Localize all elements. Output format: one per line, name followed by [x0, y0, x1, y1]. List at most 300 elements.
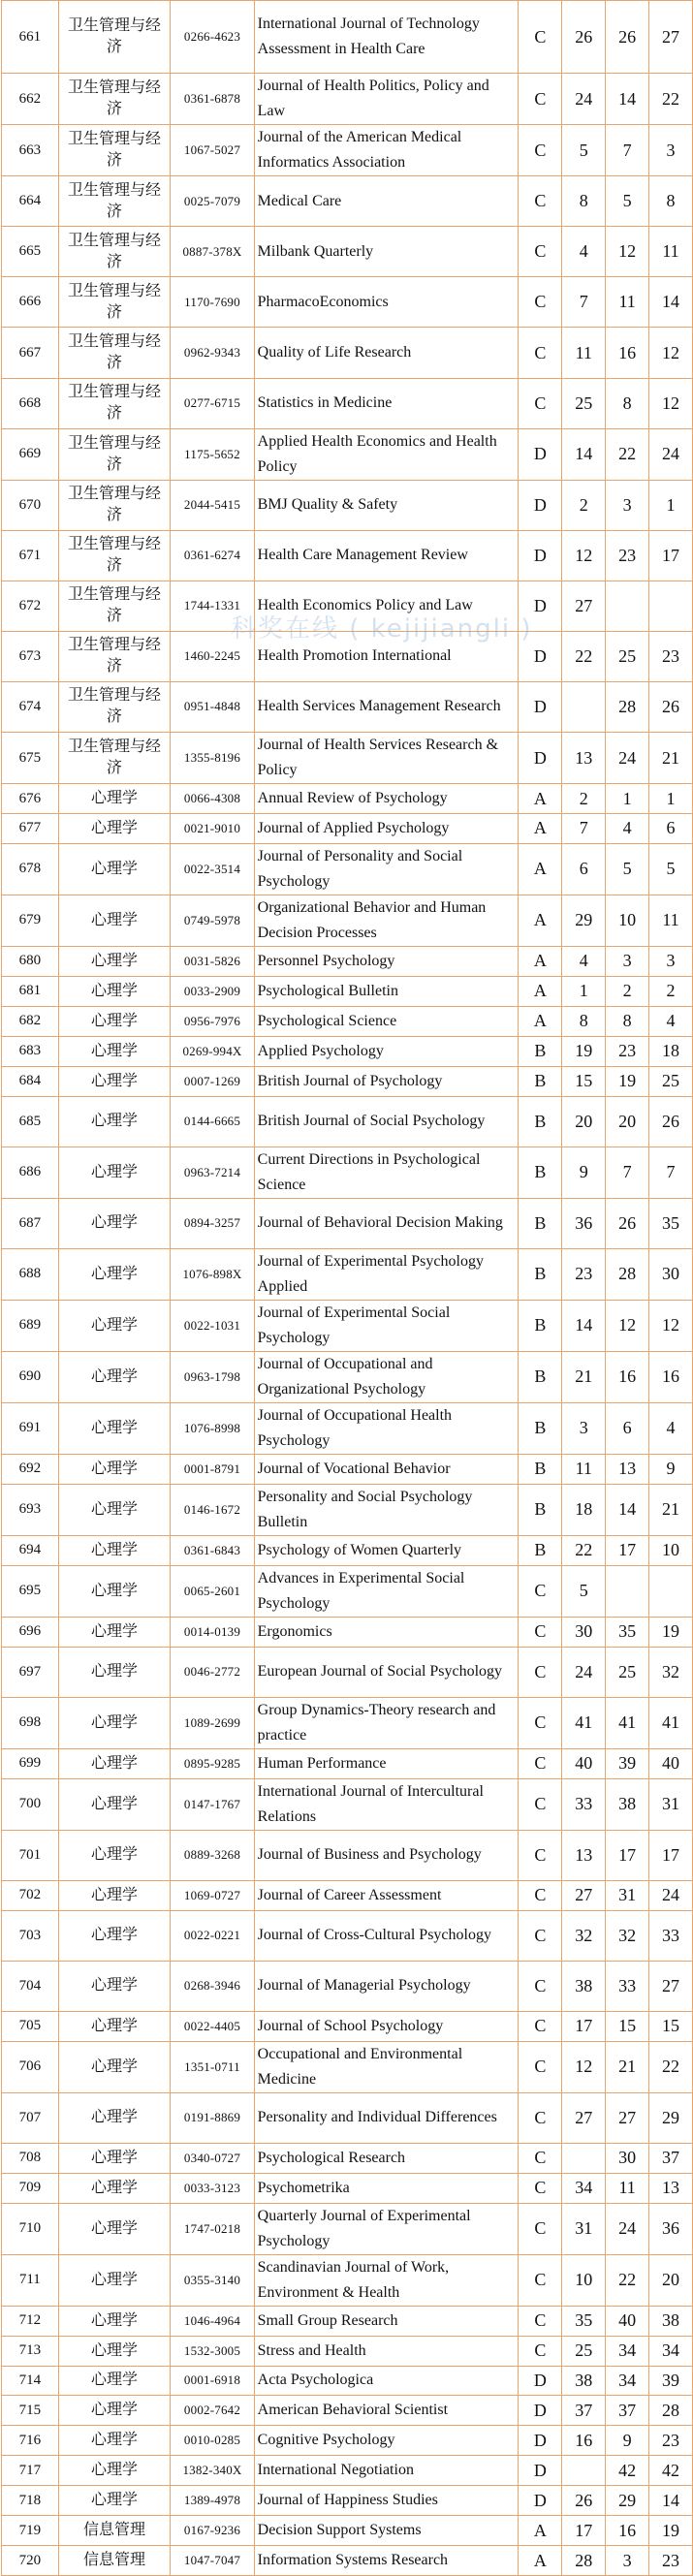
- table-row: [2, 1535, 693, 1565]
- rank-3: 38: [649, 2306, 693, 2336]
- rank-1: 4: [562, 946, 606, 976]
- table-row: [2, 784, 693, 814]
- rank-3: 1: [649, 784, 693, 814]
- grade: D: [519, 581, 562, 631]
- journal-title: Psychological Science: [254, 1006, 519, 1036]
- issn: 1170-7690: [171, 277, 254, 328]
- journal-title: British Journal of Social Psychology: [254, 1096, 519, 1147]
- rank-3: 35: [649, 1198, 693, 1248]
- journal-title: Quarterly Journal of Experimental Psychology: [254, 2203, 519, 2254]
- issn: 0340-0727: [171, 2143, 254, 2173]
- rank-2: 17: [606, 1535, 649, 1565]
- rank-1: 5: [562, 125, 606, 176]
- issn: 1175-5652: [171, 428, 254, 480]
- grade: C: [519, 2143, 562, 2173]
- row-number: 718: [2, 2486, 59, 2516]
- journal-title: Health Care Management Review: [254, 530, 519, 581]
- table-row: [2, 2306, 693, 2336]
- grade: D: [519, 733, 562, 784]
- row-number: 686: [2, 1147, 59, 1198]
- category: 心理学: [58, 2143, 171, 2173]
- rank-1: 5: [562, 1565, 606, 1617]
- grade: C: [519, 1, 562, 74]
- issn: 0889-3268: [171, 1830, 254, 1880]
- row-number: 692: [2, 1454, 59, 1484]
- grade: C: [519, 1830, 562, 1880]
- rank-2: 33: [606, 1961, 649, 2011]
- journal-title: Health Services Management Research: [254, 681, 519, 732]
- grade: C: [519, 1880, 562, 1910]
- rank-3: 8: [649, 176, 693, 227]
- rank-2: 6: [606, 1402, 649, 1454]
- rank-3: 24: [649, 428, 693, 480]
- category: 心理学: [58, 2456, 171, 2486]
- grade: C: [519, 2041, 562, 2092]
- journal-title: Decision Support Systems: [254, 2516, 519, 2546]
- rank-1: 17: [562, 2011, 606, 2041]
- category: 心理学: [58, 1351, 171, 1402]
- issn: 0887-378X: [171, 227, 254, 277]
- row-number: 697: [2, 1647, 59, 1697]
- rank-3: 33: [649, 1910, 693, 1961]
- table-row: [2, 895, 693, 946]
- table-row: [2, 428, 693, 480]
- category: 卫生管理与经济: [58, 530, 171, 581]
- rank-3: 14: [649, 2486, 693, 2516]
- grade: A: [519, 2546, 562, 2576]
- rank-3: 7: [649, 1147, 693, 1198]
- issn: 0191-8869: [171, 2092, 254, 2143]
- rank-3: 32: [649, 1647, 693, 1697]
- row-number: 710: [2, 2203, 59, 2254]
- rank-2: 39: [606, 1748, 649, 1778]
- row-number: 677: [2, 813, 59, 843]
- rank-2: 25: [606, 631, 649, 681]
- table-row: [2, 2092, 693, 2143]
- journal-title: Quality of Life Research: [254, 328, 519, 378]
- journal-title: Journal of the American Medical Informatics Association: [254, 125, 519, 176]
- issn: 1089-2699: [171, 1697, 254, 1748]
- journal-title: Milbank Quarterly: [254, 227, 519, 277]
- grade: A: [519, 843, 562, 895]
- category: 心理学: [58, 813, 171, 843]
- rank-3: 4: [649, 1402, 693, 1454]
- grade: C: [519, 1617, 562, 1647]
- rank-1: 11: [562, 328, 606, 378]
- issn: 1532-3005: [171, 2336, 254, 2366]
- grade: D: [519, 681, 562, 732]
- table-row: [2, 1351, 693, 1402]
- rank-1: 37: [562, 2396, 606, 2426]
- row-number: 688: [2, 1248, 59, 1300]
- row-number: 702: [2, 1880, 59, 1910]
- rank-1: 16: [562, 2426, 606, 2456]
- grade: B: [519, 1300, 562, 1351]
- grade: A: [519, 895, 562, 946]
- table-row: [2, 328, 693, 378]
- issn: 1460-2245: [171, 631, 254, 681]
- grade: B: [519, 1198, 562, 1248]
- category: 卫生管理与经济: [58, 176, 171, 227]
- grade: A: [519, 2516, 562, 2546]
- rank-3: 12: [649, 1300, 693, 1351]
- row-number: 664: [2, 176, 59, 227]
- rank-1: 34: [562, 2173, 606, 2203]
- rank-3: 16: [649, 1351, 693, 1402]
- category: 心理学: [58, 2041, 171, 2092]
- issn: 1046-4964: [171, 2306, 254, 2336]
- issn: 0031-5826: [171, 946, 254, 976]
- rank-3: 27: [649, 1, 693, 74]
- row-number: 671: [2, 530, 59, 581]
- issn: 0007-1269: [171, 1066, 254, 1096]
- grade: C: [519, 2254, 562, 2306]
- rank-3: 9: [649, 1454, 693, 1484]
- table-row: [2, 378, 693, 428]
- rank-1: 41: [562, 1697, 606, 1748]
- grade: D: [519, 631, 562, 681]
- table-row: [2, 1198, 693, 1248]
- grade: C: [519, 1697, 562, 1748]
- grade: C: [519, 1910, 562, 1961]
- rank-2: 31: [606, 1880, 649, 1910]
- rank-1: 19: [562, 1036, 606, 1066]
- table-row: [2, 976, 693, 1006]
- grade: C: [519, 74, 562, 125]
- grade: C: [519, 328, 562, 378]
- issn: 0749-5978: [171, 895, 254, 946]
- grade: C: [519, 2203, 562, 2254]
- issn: 0895-9285: [171, 1748, 254, 1778]
- table-row: [2, 1697, 693, 1748]
- rank-2: 11: [606, 2173, 649, 2203]
- rank-1: 31: [562, 2203, 606, 2254]
- issn: 0002-7642: [171, 2396, 254, 2426]
- category: 心理学: [58, 1535, 171, 1565]
- grade: D: [519, 530, 562, 581]
- category: 心理学: [58, 1036, 171, 1066]
- issn: 0001-8791: [171, 1454, 254, 1484]
- rank-1: 25: [562, 378, 606, 428]
- table-row: [2, 125, 693, 176]
- journal-title: Psychology of Women Quarterly: [254, 1535, 519, 1565]
- journal-title: Psychological Research: [254, 2143, 519, 2173]
- table-row: [2, 1484, 693, 1535]
- rank-3: 19: [649, 1617, 693, 1647]
- rank-3: 23: [649, 631, 693, 681]
- table-row: [2, 480, 693, 530]
- grade: B: [519, 1535, 562, 1565]
- issn: 0021-9010: [171, 813, 254, 843]
- rank-1: 12: [562, 530, 606, 581]
- journal-title: Annual Review of Psychology: [254, 784, 519, 814]
- grade: D: [519, 2366, 562, 2396]
- rank-1: 35: [562, 2306, 606, 2336]
- issn: 0010-0285: [171, 2426, 254, 2456]
- rank-2: [606, 1565, 649, 1617]
- rank-2: 26: [606, 1, 649, 74]
- issn: 0022-1031: [171, 1300, 254, 1351]
- journal-title: Statistics in Medicine: [254, 378, 519, 428]
- table-row: [2, 2396, 693, 2426]
- journal-title: Advances in Experimental Social Psychology: [254, 1565, 519, 1617]
- rank-2: 42: [606, 2456, 649, 2486]
- rank-2: 9: [606, 2426, 649, 2456]
- table-row: [2, 681, 693, 732]
- rank-1: [562, 681, 606, 732]
- row-number: 698: [2, 1697, 59, 1748]
- row-number: 699: [2, 1748, 59, 1778]
- rank-1: 8: [562, 176, 606, 227]
- table-row: [2, 1778, 693, 1830]
- row-number: 669: [2, 428, 59, 480]
- journal-title: European Journal of Social Psychology: [254, 1647, 519, 1697]
- rank-3: 39: [649, 2366, 693, 2396]
- table-row: [2, 1248, 693, 1300]
- rank-3: [649, 1565, 693, 1617]
- rank-2: 11: [606, 277, 649, 328]
- grade: B: [519, 1066, 562, 1096]
- table-row: [2, 1565, 693, 1617]
- issn: 0147-1767: [171, 1778, 254, 1830]
- rank-2: 32: [606, 1910, 649, 1961]
- rank-1: 24: [562, 1647, 606, 1697]
- issn: 1069-0727: [171, 1880, 254, 1910]
- rank-1: 4: [562, 227, 606, 277]
- rank-3: 28: [649, 2396, 693, 2426]
- rank-3: 23: [649, 2546, 693, 2576]
- issn: 1747-0218: [171, 2203, 254, 2254]
- journal-title: Journal of Behavioral Decision Making: [254, 1198, 519, 1248]
- rank-2: 25: [606, 1647, 649, 1697]
- journal-title: Occupational and Environmental Medicine: [254, 2041, 519, 2092]
- grade: C: [519, 277, 562, 328]
- issn: 0022-0221: [171, 1910, 254, 1961]
- rank-3: 26: [649, 1096, 693, 1147]
- rank-2: 2: [606, 976, 649, 1006]
- journal-title: Small Group Research: [254, 2306, 519, 2336]
- journal-title: Information Systems Research: [254, 2546, 519, 2576]
- journal-title: Stress and Health: [254, 2336, 519, 2366]
- journal-title: Journal of Happiness Studies: [254, 2486, 519, 2516]
- grade: A: [519, 1006, 562, 1036]
- category: 卫生管理与经济: [58, 277, 171, 328]
- rank-1: 3: [562, 1402, 606, 1454]
- rank-1: 12: [562, 2041, 606, 2092]
- rank-1: 25: [562, 2336, 606, 2366]
- grade: D: [519, 2486, 562, 2516]
- rank-2: 3: [606, 480, 649, 530]
- rank-2: 5: [606, 843, 649, 895]
- journal-title: Applied Psychology: [254, 1036, 519, 1066]
- rank-1: 10: [562, 2254, 606, 2306]
- category: 心理学: [58, 1778, 171, 1830]
- rank-1: 13: [562, 1830, 606, 1880]
- category: 心理学: [58, 2336, 171, 2366]
- table-row: [2, 1402, 693, 1454]
- grade: A: [519, 976, 562, 1006]
- row-number: 711: [2, 2254, 59, 2306]
- journal-title: Group Dynamics-Theory research and practice: [254, 1697, 519, 1748]
- rank-3: 17: [649, 1830, 693, 1880]
- rank-3: 23: [649, 2426, 693, 2456]
- grade: D: [519, 428, 562, 480]
- grade: D: [519, 2426, 562, 2456]
- issn: 0355-3140: [171, 2254, 254, 2306]
- table-row: [2, 2254, 693, 2306]
- row-number: 666: [2, 277, 59, 328]
- table-row: [2, 227, 693, 277]
- rank-2: 26: [606, 1198, 649, 1248]
- row-number: 676: [2, 784, 59, 814]
- rank-2: 4: [606, 813, 649, 843]
- table-row: [2, 1647, 693, 1697]
- rank-3: 13: [649, 2173, 693, 2203]
- row-number: 668: [2, 378, 59, 428]
- rank-2: 34: [606, 2366, 649, 2396]
- rank-2: 34: [606, 2336, 649, 2366]
- grade: C: [519, 1748, 562, 1778]
- grade: B: [519, 1351, 562, 1402]
- category: 卫生管理与经济: [58, 428, 171, 480]
- journal-title: Journal of Business and Psychology: [254, 1830, 519, 1880]
- row-number: 700: [2, 1778, 59, 1830]
- journal-title: Journal of Occupational and Organizational Psychology: [254, 1351, 519, 1402]
- grade: B: [519, 1402, 562, 1454]
- row-number: 680: [2, 946, 59, 976]
- category: 心理学: [58, 1961, 171, 2011]
- rank-3: 3: [649, 946, 693, 976]
- journal-title: Medical Care: [254, 176, 519, 227]
- category: 心理学: [58, 1617, 171, 1647]
- category: 心理学: [58, 2254, 171, 2306]
- rank-1: 27: [562, 581, 606, 631]
- category: 心理学: [58, 2092, 171, 2143]
- rank-2: 28: [606, 1248, 649, 1300]
- category: 信息管理: [58, 2546, 171, 2576]
- rank-1: 26: [562, 2486, 606, 2516]
- category: 心理学: [58, 1748, 171, 1778]
- journal-title: Journal of Health Services Research & Policy: [254, 733, 519, 784]
- category: 心理学: [58, 976, 171, 1006]
- rank-2: 28: [606, 681, 649, 732]
- rank-1: 2: [562, 784, 606, 814]
- rank-2: 37: [606, 2396, 649, 2426]
- table-row: [2, 1096, 693, 1147]
- issn: 1047-7047: [171, 2546, 254, 2576]
- rank-1: 27: [562, 1880, 606, 1910]
- rank-3: 40: [649, 1748, 693, 1778]
- journal-title: Journal of Occupational Health Psychology: [254, 1402, 519, 1454]
- rank-1: 28: [562, 2546, 606, 2576]
- grade: B: [519, 1484, 562, 1535]
- row-number: 670: [2, 480, 59, 530]
- journal-title: Journal of Cross-Cultural Psychology: [254, 1910, 519, 1961]
- table-row: [2, 733, 693, 784]
- journal-title: Human Performance: [254, 1748, 519, 1778]
- category: 心理学: [58, 946, 171, 976]
- row-number: 690: [2, 1351, 59, 1402]
- rank-1: 14: [562, 1300, 606, 1351]
- grade: D: [519, 2456, 562, 2486]
- rank-3: 6: [649, 813, 693, 843]
- grade: C: [519, 378, 562, 428]
- category: 心理学: [58, 784, 171, 814]
- category: 心理学: [58, 1147, 171, 1198]
- rank-3: 29: [649, 2092, 693, 2143]
- grade: C: [519, 1565, 562, 1617]
- rank-1: 9: [562, 1147, 606, 1198]
- rank-2: 17: [606, 1830, 649, 1880]
- rank-1: 7: [562, 813, 606, 843]
- grade: A: [519, 813, 562, 843]
- table-row: [2, 2486, 693, 2516]
- grade: A: [519, 784, 562, 814]
- table-row: [2, 1910, 693, 1961]
- row-number: 704: [2, 1961, 59, 2011]
- issn: 0963-7214: [171, 1147, 254, 1198]
- rank-3: 18: [649, 1036, 693, 1066]
- issn: 0033-3123: [171, 2173, 254, 2203]
- journal-title: Applied Health Economics and Health Policy: [254, 428, 519, 480]
- rank-1: 38: [562, 2366, 606, 2396]
- table-row: [2, 1961, 693, 2011]
- row-number: 665: [2, 227, 59, 277]
- table-row: [2, 2203, 693, 2254]
- journal-title: Journal of School Psychology: [254, 2011, 519, 2041]
- grade: C: [519, 2336, 562, 2366]
- rank-1: 2: [562, 480, 606, 530]
- table-row: [2, 1036, 693, 1066]
- table-row: [2, 2011, 693, 2041]
- category: 卫生管理与经济: [58, 733, 171, 784]
- row-number: 706: [2, 2041, 59, 2092]
- grade: C: [519, 2173, 562, 2203]
- rank-3: 30: [649, 1248, 693, 1300]
- journal-title: American Behavioral Scientist: [254, 2396, 519, 2426]
- table-row: [2, 2143, 693, 2173]
- grade: C: [519, 1778, 562, 1830]
- category: 心理学: [58, 1096, 171, 1147]
- issn: 0146-1672: [171, 1484, 254, 1535]
- category: 心理学: [58, 895, 171, 946]
- row-number: 663: [2, 125, 59, 176]
- rank-1: [562, 2456, 606, 2486]
- rank-1: 30: [562, 1617, 606, 1647]
- journal-title: Psychological Bulletin: [254, 976, 519, 1006]
- issn: 1744-1331: [171, 581, 254, 631]
- issn: 1382-340X: [171, 2456, 254, 2486]
- rank-1: 29: [562, 895, 606, 946]
- table-row: [2, 1066, 693, 1096]
- grade: B: [519, 1036, 562, 1066]
- table-row: [2, 2041, 693, 2092]
- category: 心理学: [58, 1454, 171, 1484]
- journal-title: Cognitive Psychology: [254, 2426, 519, 2456]
- rank-1: 8: [562, 1006, 606, 1036]
- rank-3: 21: [649, 733, 693, 784]
- rank-2: 22: [606, 2254, 649, 2306]
- table-row: [2, 74, 693, 125]
- row-number: 661: [2, 1, 59, 74]
- row-number: 685: [2, 1096, 59, 1147]
- table-row: [2, 1300, 693, 1351]
- table-row: [2, 946, 693, 976]
- issn: 0266-4623: [171, 1, 254, 74]
- rank-2: 12: [606, 1300, 649, 1351]
- rank-3: 11: [649, 227, 693, 277]
- rank-1: 22: [562, 1535, 606, 1565]
